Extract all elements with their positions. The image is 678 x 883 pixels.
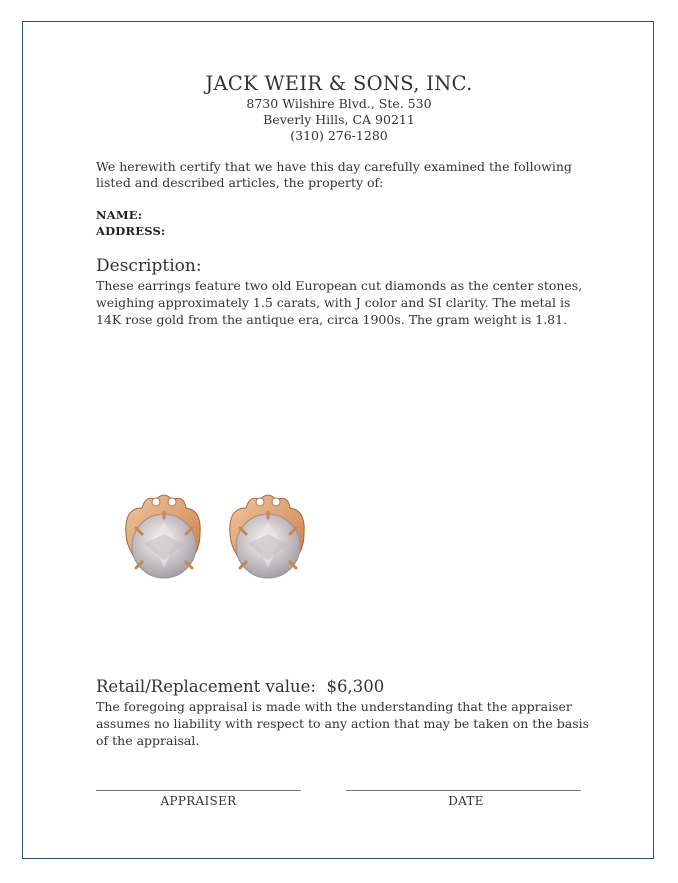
phone-number: (310) 276-1280 (290, 128, 388, 143)
company-name: JACK WEIR & SONS, INC. (205, 72, 473, 95)
earrings-illustration (114, 486, 334, 596)
appraiser-label: APPRAISER (160, 794, 237, 808)
appraiser-signature-line (96, 790, 301, 791)
date-signature-line (346, 790, 581, 791)
earrings-photo (114, 486, 334, 600)
name-label: NAME: (96, 208, 143, 222)
address-line-1: 8730 Wilshire Blvd., Ste. 530 (246, 96, 432, 111)
address-line-2: Beverly Hills, CA 90211 (263, 112, 415, 127)
left-earring (126, 495, 200, 578)
retail-value-amount: $6,300 (326, 677, 385, 696)
retail-value-label: Retail/Replacement value: (96, 677, 316, 696)
retail-value (96, 676, 384, 698)
liability-disclaimer: The foregoing appraisal is made with the understanding that the appraiser assumes no liability with respect to any action that may be taken on the basis of the appraisal. (96, 699, 590, 748)
description-heading: Description: (96, 256, 202, 276)
right-earring (230, 495, 304, 578)
certification-statement: We herewith certify that we have this day carefully examined the following listed and described articles, the property of: (96, 159, 572, 190)
letterhead (0, 72, 678, 144)
date-label: DATE (448, 794, 484, 808)
description-text: These earrings feature two old European cut diamonds as the center stones, weighing approximately 1.5 carats, with J color and SI clarity. The metal is 14K rose gold from the antique era, circa 1900s. The gram weight is 1.81. (96, 278, 583, 327)
address-label: ADDRESS: (96, 224, 166, 238)
